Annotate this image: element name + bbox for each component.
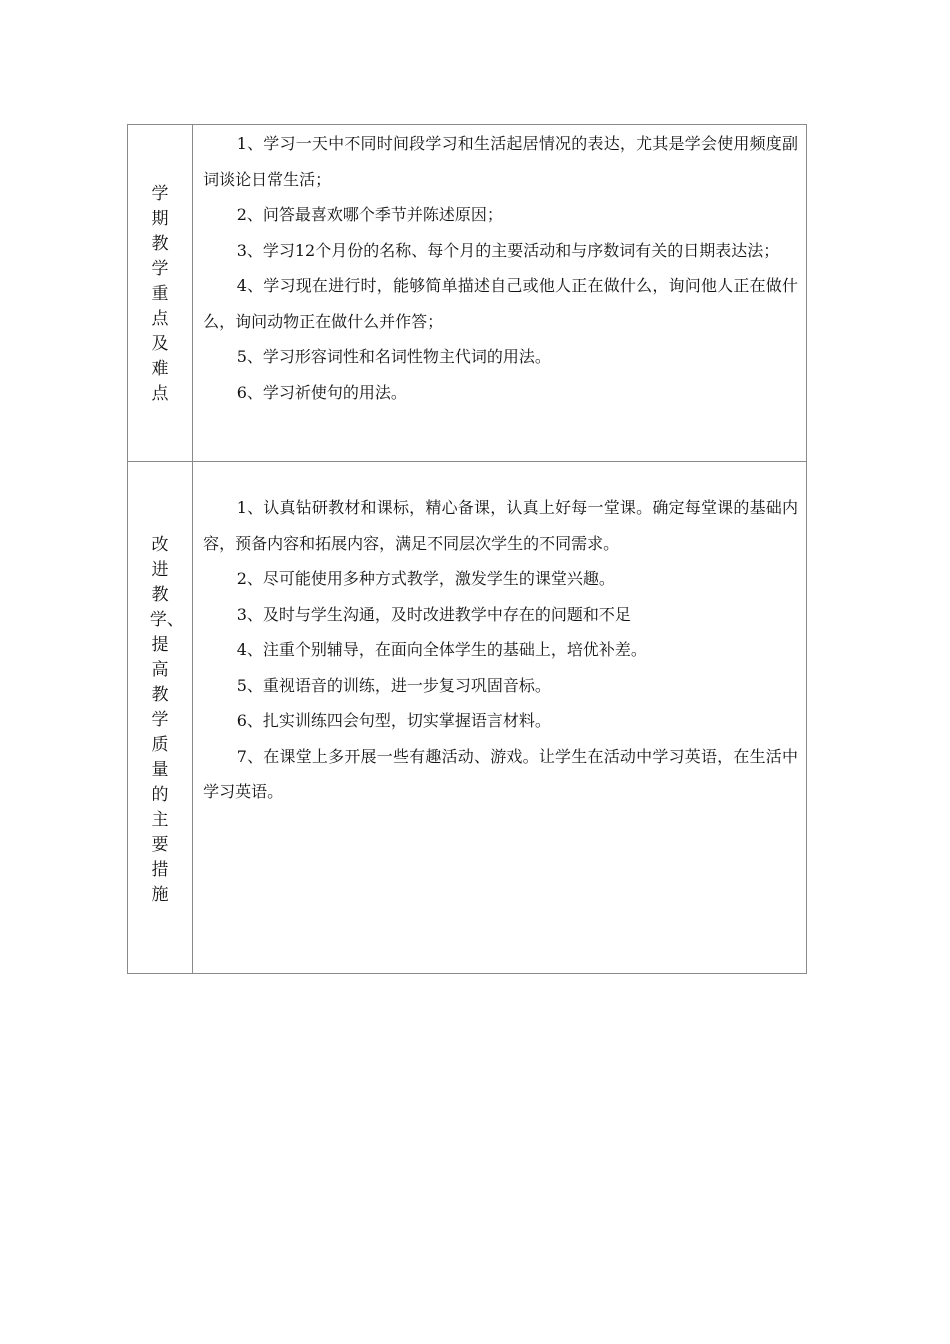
list-item: 1、学习一天中不同时间段学习和生活起居情况的表达，尤其是学会使用频度副词谈论日常生活； [203, 134, 798, 189]
table-row [128, 125, 807, 462]
list-item: 5、重视语音的训练，进一步复习巩固音标。 [236, 675, 551, 695]
row-heading-cell [128, 462, 193, 974]
list-item: 1、认真钻研教材和课标，精心备课，认真上好每一堂课。确定每堂课的基础内容，预备内容和拓展内容，满足不同层次学生的不同需求。 [203, 498, 798, 553]
list-item: 5、学习形容词性和名词性物主代词的用法。 [236, 347, 551, 366]
table-row [128, 462, 807, 974]
list-item: 3、及时与学生沟通，及时改进教学中存在的问题和不足 [236, 604, 631, 624]
list-item: 4、注重个别辅导，在面向全体学生的基础上，培优补差。 [236, 640, 647, 659]
list-item: 6、扎实训练四会句型，切实掌握语言材料。 [236, 711, 551, 730]
row-heading-cell [128, 125, 193, 462]
row-content-cell [193, 462, 807, 974]
list-item: 2、尽可能使用多种方式教学，激发学生的课堂兴趣。 [236, 569, 615, 588]
list-item: 6、学习祈使句的用法。 [236, 382, 407, 402]
list-item: 7、在课堂上多开展一些有趣活动、游戏。让学生在活动中学习英语，在生活中学习英语。 [203, 746, 798, 801]
list-item: 4、学习现在进行时，能够简单描述自己或他人正在做什么，询问他人正在做什么，询问动物正在做什么并作答； [203, 276, 798, 331]
list-item: 3、学习12个月份的名称、每个月的主要活动和与序数词有关的日期表达法； [236, 240, 780, 260]
row-content-cell [193, 125, 807, 462]
list-item: 2、问答最喜欢哪个季节并陈述原因； [236, 205, 503, 224]
plan-table [127, 124, 807, 974]
row-heading: 改进教学、提高教学质量的主要措施 [149, 535, 184, 905]
row-heading: 学期教学重点及难点 [151, 183, 169, 404]
